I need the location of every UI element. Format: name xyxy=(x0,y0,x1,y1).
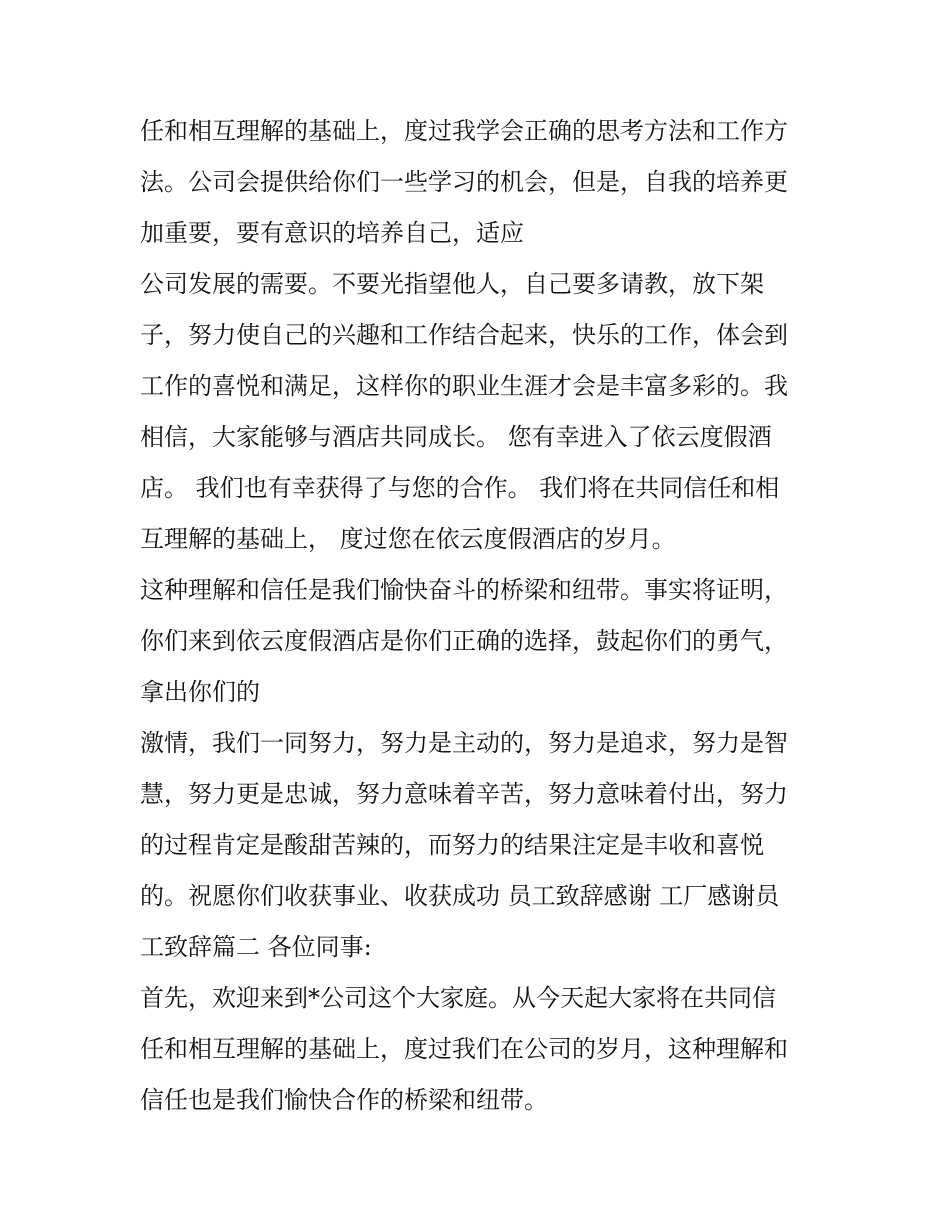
text-line: 首先，欢迎来到*公司这个大家庭。从今天起大家将在共同信 xyxy=(140,984,776,1012)
text-line: 相信，大家能够与酒店共同成长。 您有幸进入了依云度假酒 xyxy=(140,423,772,451)
text-line: 拿出你们的 xyxy=(140,678,260,706)
text-line: 这种理解和信任是我们愉快奋斗的桥梁和纽带。事实将证明， xyxy=(140,576,788,604)
text-line: 加重要，要有意识的培养自己，适应 xyxy=(140,219,524,247)
text-line: 法。公司会提供给你们一些学习的机会，但是，自我的培养更 xyxy=(140,168,788,196)
text-line: 工致辞篇二 各位同事: xyxy=(140,933,372,961)
text-line: 的过程肯定是酸甜苦辣的，而努力的结果注定是丰收和喜悦 xyxy=(140,831,764,859)
document-body-text xyxy=(140,106,820,1126)
text-line: 的。祝愿你们收获事业、收获成功 员工致辞感谢 工厂感谢员 xyxy=(140,882,780,910)
text-line: 互理解的基础上， 度过您在依云度假酒店的岁月。 xyxy=(140,525,676,553)
text-line: 激情，我们一同努力，努力是主动的，努力是追求，努力是智 xyxy=(140,729,788,757)
text-line: 工作的喜悦和满足，这样你的职业生涯才会是丰富多彩的。我 xyxy=(140,372,788,400)
text-line: 任和相互理解的基础上，度过我学会正确的思考方法和工作方 xyxy=(140,117,788,145)
text-line: 信任也是我们愉快合作的桥梁和纽带。 xyxy=(140,1086,548,1114)
text-line: 任和相互理解的基础上，度过我们在公司的岁月，这种理解和 xyxy=(140,1035,788,1063)
text-line: 慧，努力更是忠诚，努力意味着辛苦，努力意味着付出，努力 xyxy=(140,780,788,808)
text-line: 公司发展的需要。不要光指望他人，自己要多请教，放下架 xyxy=(140,270,764,298)
text-line: 店。 我们也有幸获得了与您的合作。 我们将在共同信任和相 xyxy=(140,474,780,502)
text-line: 子，努力使自己的兴趣和工作结合起来，快乐的工作，体会到 xyxy=(140,321,788,349)
text-line: 你们来到依云度假酒店是你们正确的选择，鼓起你们的勇气， xyxy=(140,627,788,655)
